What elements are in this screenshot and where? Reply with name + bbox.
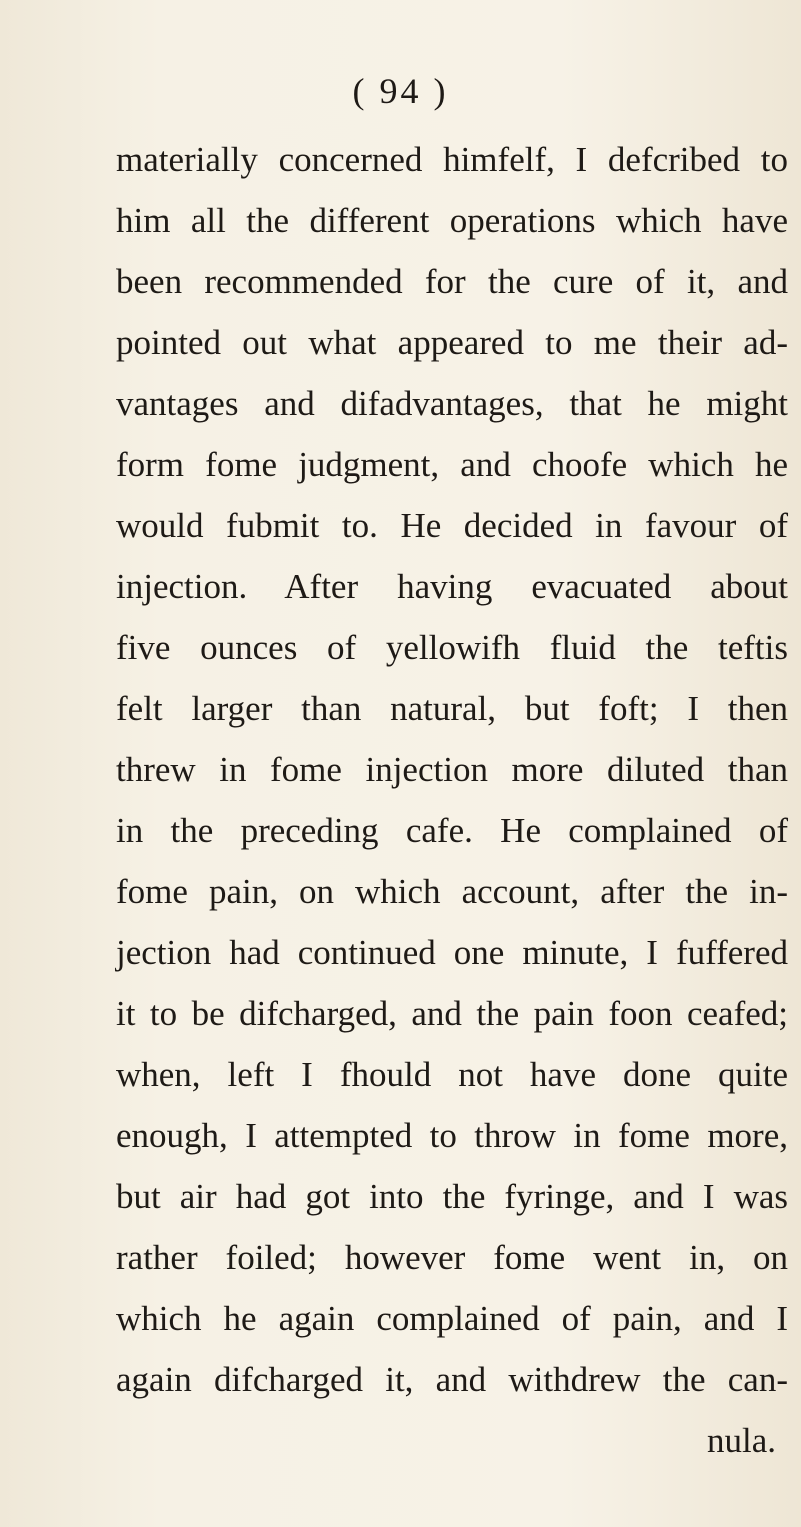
text-line: fome pain, on which account, after the in-	[116, 872, 788, 911]
text-line: him all the different operations which have	[116, 201, 788, 240]
text-line: jection had continued one minute, I fuffered	[116, 933, 788, 972]
text-line: threw in fome injection more diluted than	[116, 750, 788, 789]
text-line: which he again complained of pain, and I	[116, 1299, 788, 1338]
text-line: rather foiled; however fome went in, on	[116, 1238, 788, 1277]
text-line: pointed out what appeared to me their ad-	[116, 323, 788, 362]
text-line: in the preceding cafe. He complained of	[116, 811, 788, 850]
page-number: ( 94 )	[352, 71, 449, 111]
text-line: but air had got into the fyringe, and I was	[116, 1177, 788, 1216]
text-line: form fome judgment, and choofe which he	[116, 445, 788, 484]
text-line: enough, I attempted to throw in fome more,	[116, 1116, 788, 1155]
text-line: it to be difcharged, and the pain foon ceafed;	[116, 994, 788, 1033]
text-line: would fubmit to. He decided in favour of	[116, 506, 788, 545]
text-line: when, left I fhould not have done quite	[116, 1055, 788, 1094]
text-line: felt larger than natural, but foft; I then	[116, 689, 788, 728]
text-line: injection. After having evacuated about	[116, 567, 788, 606]
text-line: materially concerned himfelf, I defcribed to	[116, 140, 788, 179]
text-line: again difcharged it, and withdrew the can-	[116, 1360, 788, 1399]
text-line: five ounces of yellowifh fluid the teftis	[116, 628, 788, 667]
text-line: nula.	[706, 1421, 776, 1460]
text-line: been recommended for the cure of it, and	[116, 262, 788, 301]
text-line: vantages and difadvantages, that he might	[116, 384, 788, 423]
